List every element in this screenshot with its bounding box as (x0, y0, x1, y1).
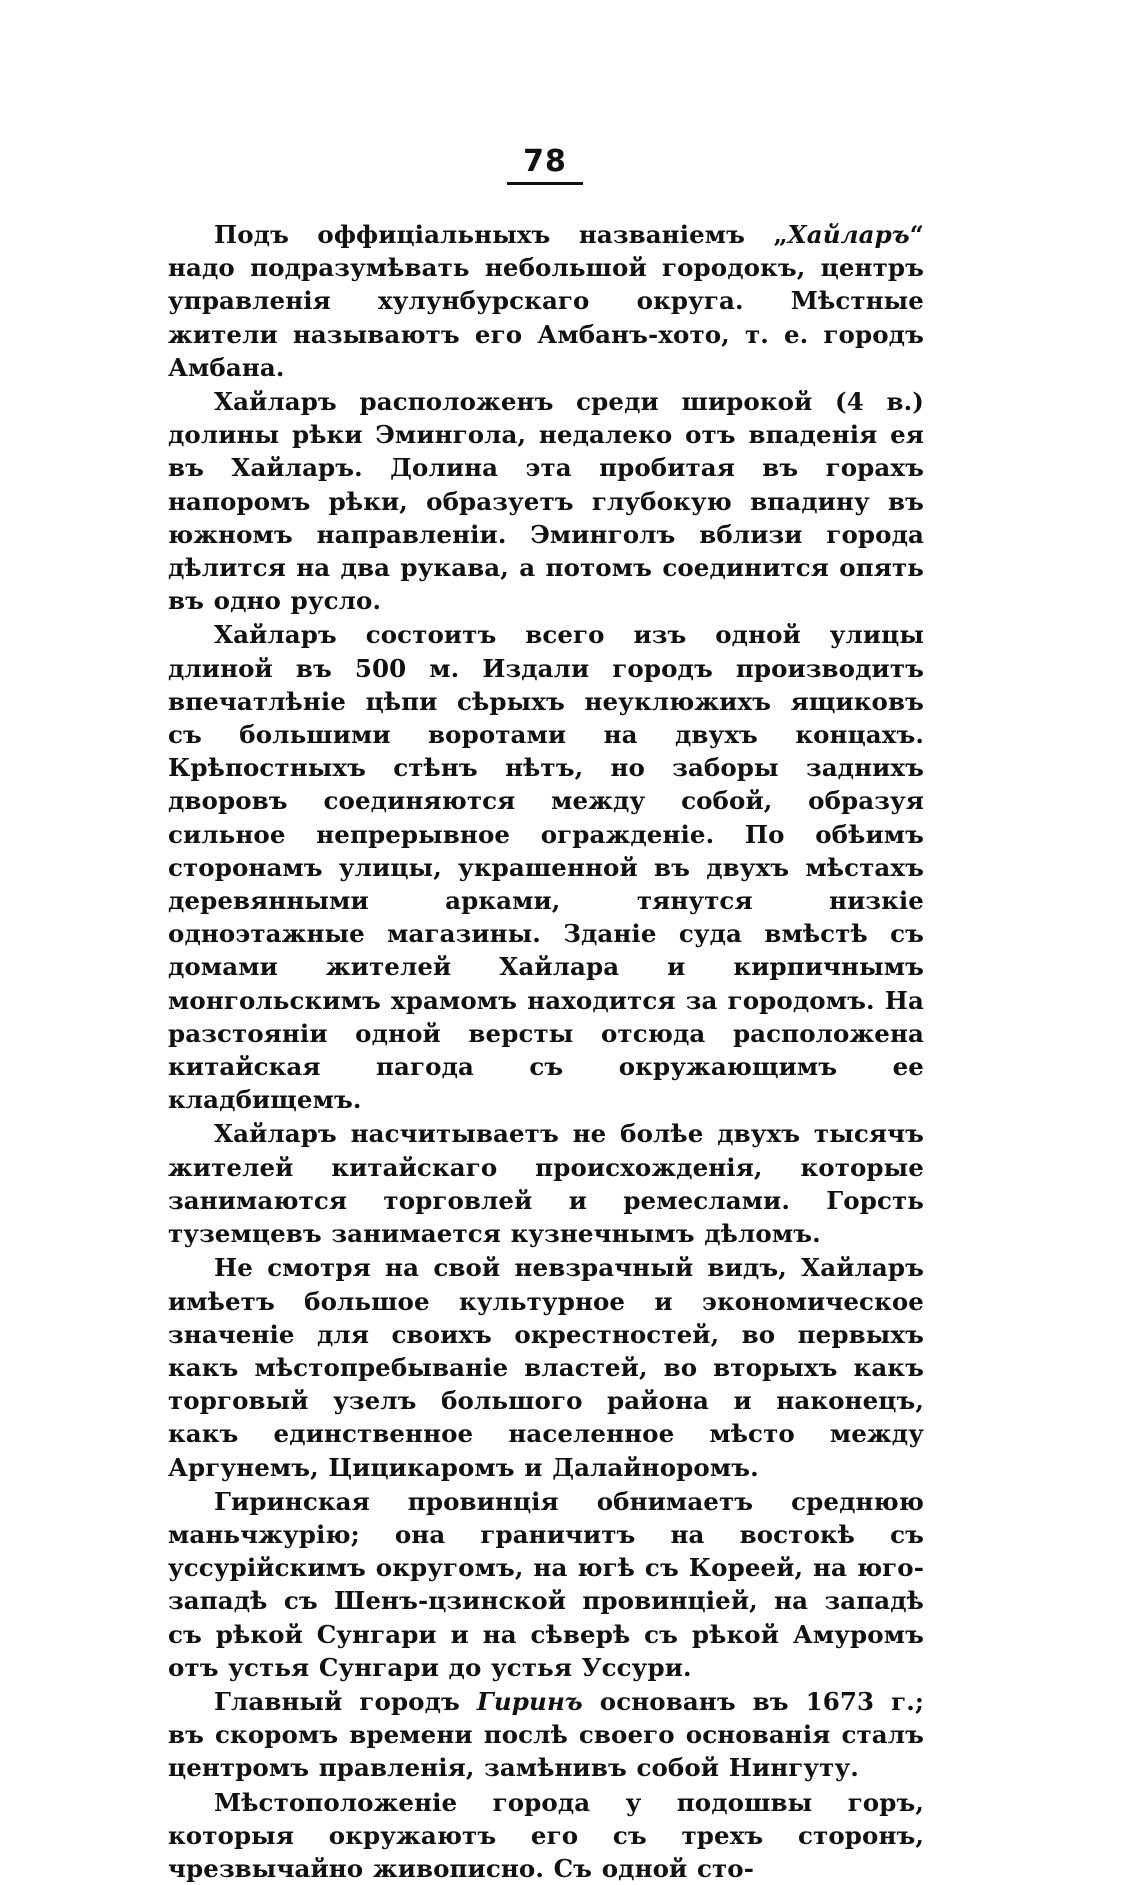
paragraph-text: Главный городъ (214, 1686, 477, 1716)
emphasized-term: Гиринъ (476, 1686, 583, 1716)
paragraph-text: Хайларъ состоитъ всего изъ одной улицы длиной въ 500 м. Издали городъ производитъ впечатлѣніе цѣпи сѣрыхъ неуклюжихъ ящиковъ съ большими воротами на двухъ концахъ. Крѣпостныхъ стѣнъ нѣтъ, но заборы заднихъ дворовъ соединяются между собой, образуя сильное непрерывное огражденіе. По обѣимъ сторонамъ улицы, украшенной въ двухъ мѣстахъ деревянными арками, тянутся низкіе одноэтажные магазины. Зданіе суда вмѣстѣ съ домами жителей Хайлара и кирпичнымъ монгольскимъ храмомъ находится за городомъ. На разстояніи одной версты отсюда расположена китайская пагода съ окружающимъ ее кладбищемъ. (168, 620, 924, 1115)
paragraph (168, 618, 924, 1116)
page-number: 78 (523, 144, 567, 179)
paragraph (168, 1485, 924, 1684)
paragraph-text: Хайларъ расположенъ среди широкой (4 в.) долины рѣки Эмингола, недалеко отъ впаденія ея въ Хайларъ. Долина эта пробитая въ горахъ напоромъ рѣки, образуетъ глубокую впадину въ южномъ направленіи. Эминголъ вблизи города дѣлится на два рукава, а потомъ соединится опять въ одно русло. (168, 387, 924, 616)
paragraph (168, 385, 924, 617)
paragraph (168, 1251, 924, 1483)
paragraph-text: “ надо подразумѣвать небольшой городокъ, центръ управленія хулунбурскаго округа. Мѣстные жители называютъ его Амбанъ-хото, т. е. городъ Амбана. (168, 220, 924, 382)
paragraph-text: Гиринская провинція обнимаетъ среднюю маньчжурію; она граничитъ на востокѣ съ уссурійскимъ округомъ, на югѣ съ Кореей, на юго-западѣ съ Шенъ-цзинской провинціей, на западѣ съ рѣкой Сунгари и на сѣверѣ съ рѣкой Амуромъ отъ устья Сунгари до устья Уссури. (168, 1486, 924, 1682)
emphasized-term: Хайларъ (787, 220, 910, 249)
paragraph-text: Не смотря на свой невзрачный видъ, Хайларъ имѣетъ большое культурное и экономическое значеніе для своихъ окрестностей, во первыхъ какъ мѣстопребываніе властей, во вторыхъ какъ торговый узелъ большого района и наконецъ, какъ единственное населенное мѣсто между Аргунемъ, Цицикаромъ и Далайноромъ. (168, 1253, 924, 1482)
paragraph-text: основанъ въ 1673 г.; въ скоромъ времени послѣ своего основанія сталъ центромъ правленія, замѣнивъ собой Нингуту. (168, 1686, 925, 1783)
body-text (168, 218, 924, 1885)
paragraph (168, 1685, 924, 1785)
page-number-rule (507, 182, 583, 185)
paragraph-text: Хайларъ насчитываетъ не болѣе двухъ тысячъ жителей китайскаго происхожденія, которые занимаются торговлей и ремеслами. Горсть туземцевъ занимается кузнечнымъ дѣломъ. (168, 1119, 924, 1249)
paragraph-text: Подъ оффиціальныхъ названіемъ „ (214, 220, 788, 249)
paragraph-text: Мѣстоположеніе города у подошвы горъ, которыя окружаютъ его съ трехъ сторонъ, чрезвычайно живописно. Съ одной сто- (168, 1787, 924, 1883)
paragraph (168, 1117, 924, 1250)
paragraph (168, 1786, 924, 1885)
paragraph (168, 218, 924, 384)
